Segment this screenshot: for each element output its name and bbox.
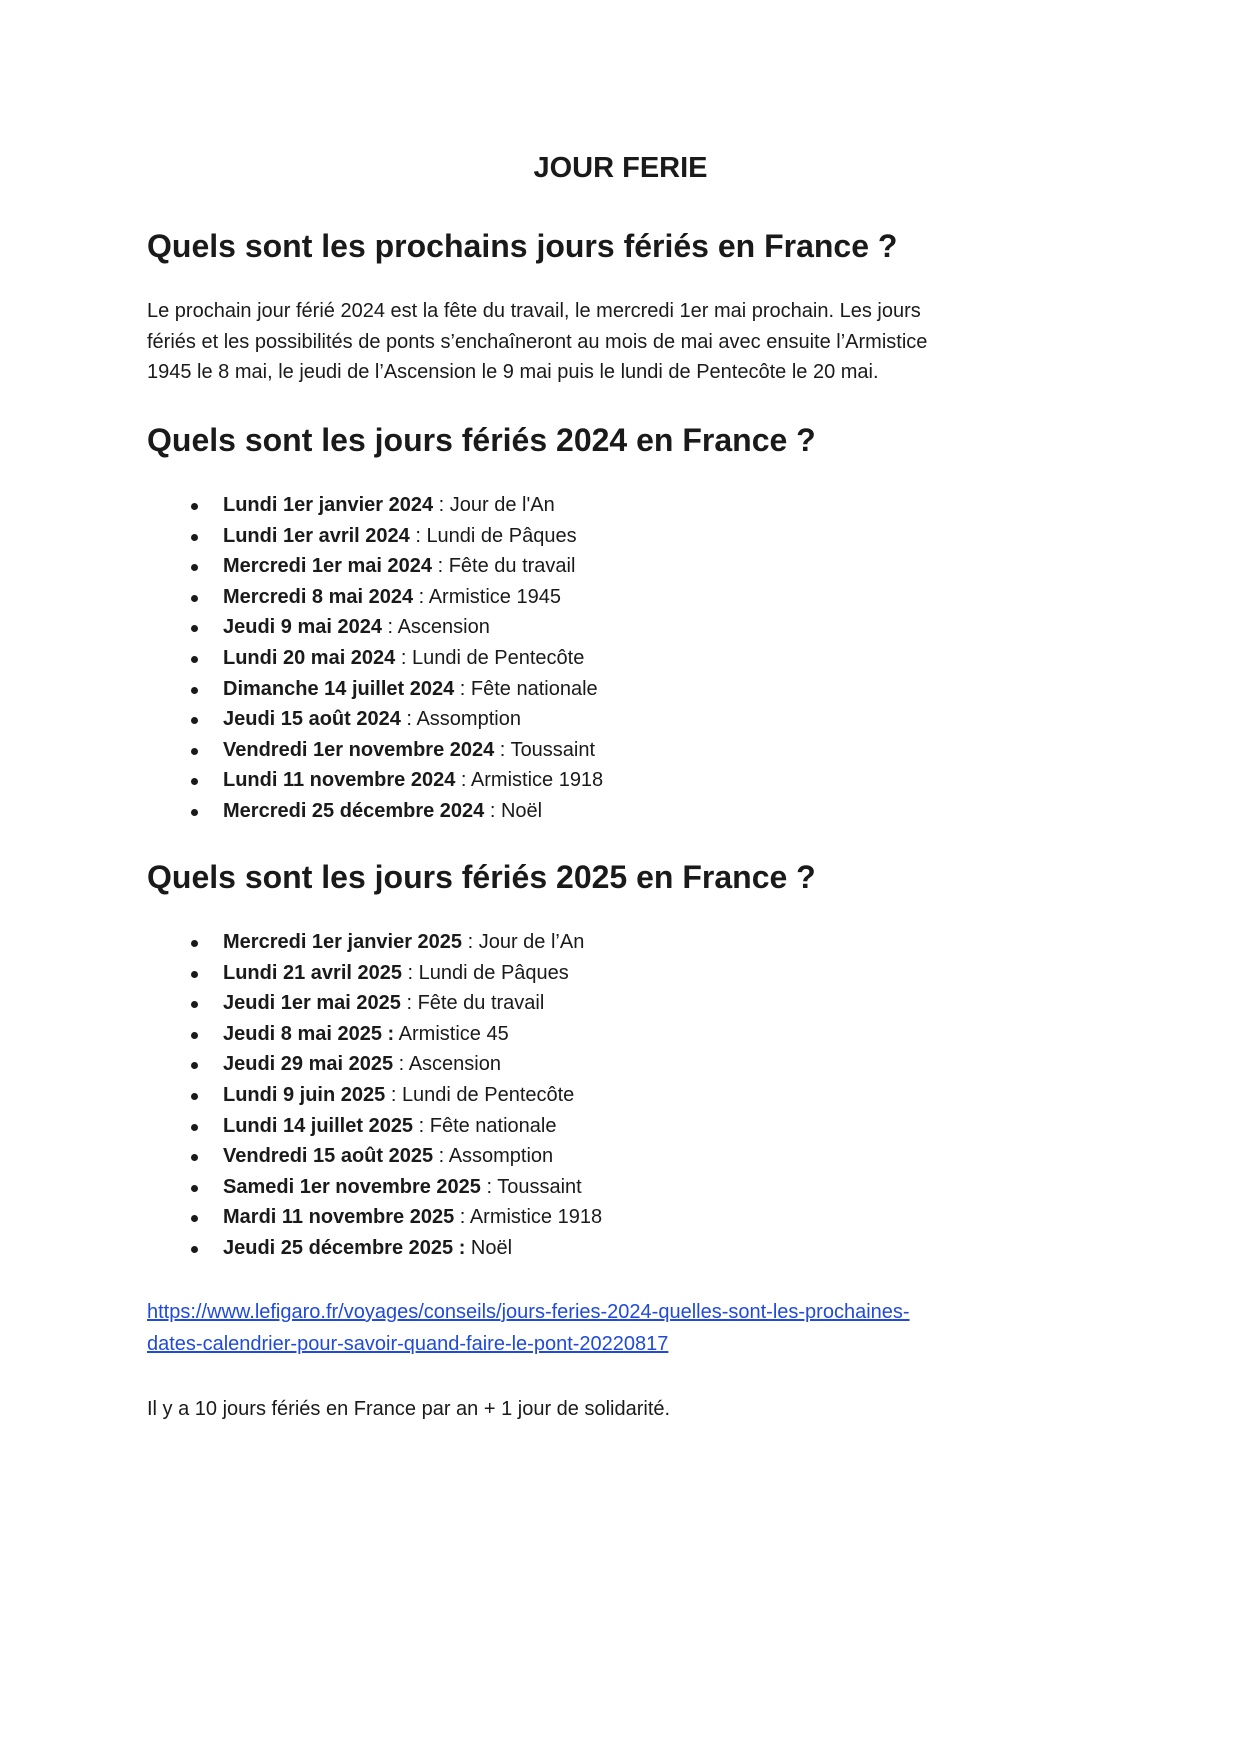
holiday-list-item: [147, 674, 603, 705]
holiday-name: Toussaint: [510, 738, 596, 761]
holiday-list-item: [147, 643, 603, 674]
holiday-name: Jour de l’An: [478, 931, 585, 953]
holiday-list-item: [147, 1019, 602, 1050]
holiday-separator: :: [401, 961, 419, 984]
holiday-list-item: [147, 1049, 602, 1080]
holiday-list-2024: [147, 490, 603, 827]
heading-jours-feries-2025: Quels sont les jours fériés 2025 en France ?: [147, 859, 816, 895]
holiday-name: Noël: [500, 799, 543, 822]
heading-jours-feries-2024: Quels sont les jours fériés 2024 en France ?: [147, 422, 816, 458]
document-title: JOUR FERIE: [533, 152, 708, 184]
holiday-list-item: [147, 735, 603, 766]
holiday-date: Mercredi 1er janvier 2025: [223, 931, 463, 953]
holiday-separator: :: [454, 1206, 470, 1229]
holiday-name: Fête nationale: [470, 677, 598, 700]
holiday-separator: :: [433, 494, 450, 516]
holiday-name: Armistice 45: [398, 1022, 509, 1045]
holiday-name: Armistice 1918: [470, 769, 604, 792]
source-link-line[interactable]: dates-calendrier-pour-savoir-quand-faire-le-pont-20220817: [147, 1333, 669, 1355]
holiday-date: Lundi 1er avril 2024: [223, 524, 410, 547]
holiday-list-item: [147, 1141, 602, 1172]
holiday-list-item: [147, 1111, 602, 1142]
holiday-date: Samedi 1er novembre 2025: [223, 1175, 481, 1198]
holiday-name: Armistice 1918: [469, 1206, 603, 1229]
source-link-block: [147, 1296, 910, 1360]
holiday-separator: :: [455, 769, 471, 792]
holiday-separator: :: [413, 1114, 430, 1137]
holiday-date: Lundi 11 novembre 2024: [223, 769, 456, 792]
intro-line: fériés et les possibilités de ponts s’enchaîneront au mois de mai avec ensuite l’Armistice: [147, 330, 928, 353]
holiday-list-item: [147, 1202, 602, 1233]
holiday-separator: :: [381, 616, 398, 639]
holiday-name: Lundi de Pentecôte: [411, 646, 585, 669]
holiday-date: Vendredi 15 août 2025: [223, 1145, 434, 1168]
holiday-separator: :: [400, 708, 417, 731]
holiday-date: Jeudi 29 mai 2025: [223, 1053, 394, 1076]
holiday-name: Noël: [470, 1236, 513, 1259]
holiday-date: Lundi 20 mai 2024: [223, 646, 396, 669]
holiday-name: Armistice 1945: [428, 585, 561, 608]
intro-line: 1945 le 8 mai, le jeudi de l’Ascension le 9 mai puis le lundi de Pentecôte le 20 mai.: [147, 361, 879, 383]
heading-prochains-jours-feries: Quels sont les prochains jours fériés en France ?: [147, 228, 898, 264]
holiday-list-item: [147, 958, 602, 989]
holiday-name: Lundi de Pâques: [426, 524, 577, 547]
holiday-date: Jeudi 9 mai 2024: [223, 616, 382, 639]
holiday-separator: :: [462, 931, 479, 953]
holiday-separator: :: [385, 1083, 402, 1106]
holiday-list-item: [147, 1172, 602, 1203]
holiday-date: Mardi 11 novembre 2025: [223, 1206, 455, 1229]
holiday-date: Lundi 21 avril 2025: [223, 961, 402, 984]
intro-paragraph: [147, 296, 927, 388]
source-link-line[interactable]: https://www.lefigaro.fr/voyages/conseils/jours-feries-2024-quelles-sont-les-prochaines-: [147, 1301, 910, 1323]
holiday-list-item: [147, 765, 603, 796]
holiday-separator: :: [433, 1145, 449, 1168]
holiday-separator: :: [484, 799, 501, 822]
holiday-list-item: [147, 582, 603, 613]
holiday-separator: :: [494, 738, 511, 761]
holiday-date: Mercredi 1er mai 2024: [223, 555, 433, 578]
holiday-name: Ascension: [408, 1053, 501, 1076]
holiday-date: Lundi 14 juillet 2025: [223, 1114, 414, 1137]
holiday-separator: :: [395, 646, 412, 669]
holiday-list-item: [147, 927, 602, 958]
holiday-list-2025: [147, 927, 602, 1264]
footer-note: Il y a 10 jours fériés en France par an + 1 jour de solidarité.: [147, 1398, 671, 1420]
holiday-separator: :: [413, 585, 429, 608]
holiday-name: Ascension: [397, 616, 490, 639]
holiday-date: Jeudi 8 mai 2025 :: [223, 1022, 395, 1045]
holiday-name: Assomption: [448, 1145, 554, 1168]
holiday-date: Jeudi 25 décembre 2025 :: [223, 1236, 466, 1259]
holiday-date: Lundi 1er janvier 2024: [223, 494, 434, 516]
holiday-list-item: [147, 1233, 602, 1264]
holiday-separator: :: [409, 524, 427, 547]
holiday-name: Fête du travail: [417, 992, 545, 1015]
holiday-date: Mercredi 25 décembre 2024: [223, 799, 485, 822]
holiday-date: Jeudi 15 août 2024: [223, 708, 401, 731]
holiday-list-item: [147, 796, 603, 827]
holiday-name: Jour de l'An: [449, 494, 555, 516]
holiday-date: Jeudi 1er mai 2025: [223, 992, 401, 1015]
holiday-list-item: [147, 704, 603, 735]
holiday-name: Toussaint: [497, 1175, 582, 1198]
holiday-name: Fête nationale: [429, 1114, 557, 1137]
holiday-name: Fête du travail: [448, 555, 576, 578]
holiday-date: Dimanche 14 juillet 2024: [223, 677, 455, 700]
holiday-list-item: [147, 612, 603, 643]
holiday-list-item: [147, 988, 602, 1019]
holiday-list-item: [147, 551, 603, 582]
holiday-date: Vendredi 1er novembre 2024: [223, 738, 495, 761]
holiday-list-item: [147, 490, 603, 521]
holiday-name: Assomption: [416, 708, 521, 731]
holiday-name: Lundi de Pâques: [418, 961, 569, 984]
holiday-separator: :: [480, 1175, 498, 1198]
holiday-name: Lundi de Pentecôte: [401, 1083, 575, 1106]
holiday-date: Lundi 9 juin 2025: [223, 1083, 386, 1106]
intro-line: Le prochain jour férié 2024 est la fête du travail, le mercredi 1er mai prochain. Les jours: [147, 300, 921, 322]
holiday-separator: :: [400, 992, 418, 1015]
holiday-date: Mercredi 8 mai 2024: [223, 585, 414, 608]
holiday-separator: :: [393, 1053, 409, 1076]
holiday-separator: :: [432, 555, 449, 578]
holiday-separator: :: [454, 677, 471, 700]
holiday-list-item: [147, 1080, 602, 1111]
holiday-list-item: [147, 521, 603, 552]
